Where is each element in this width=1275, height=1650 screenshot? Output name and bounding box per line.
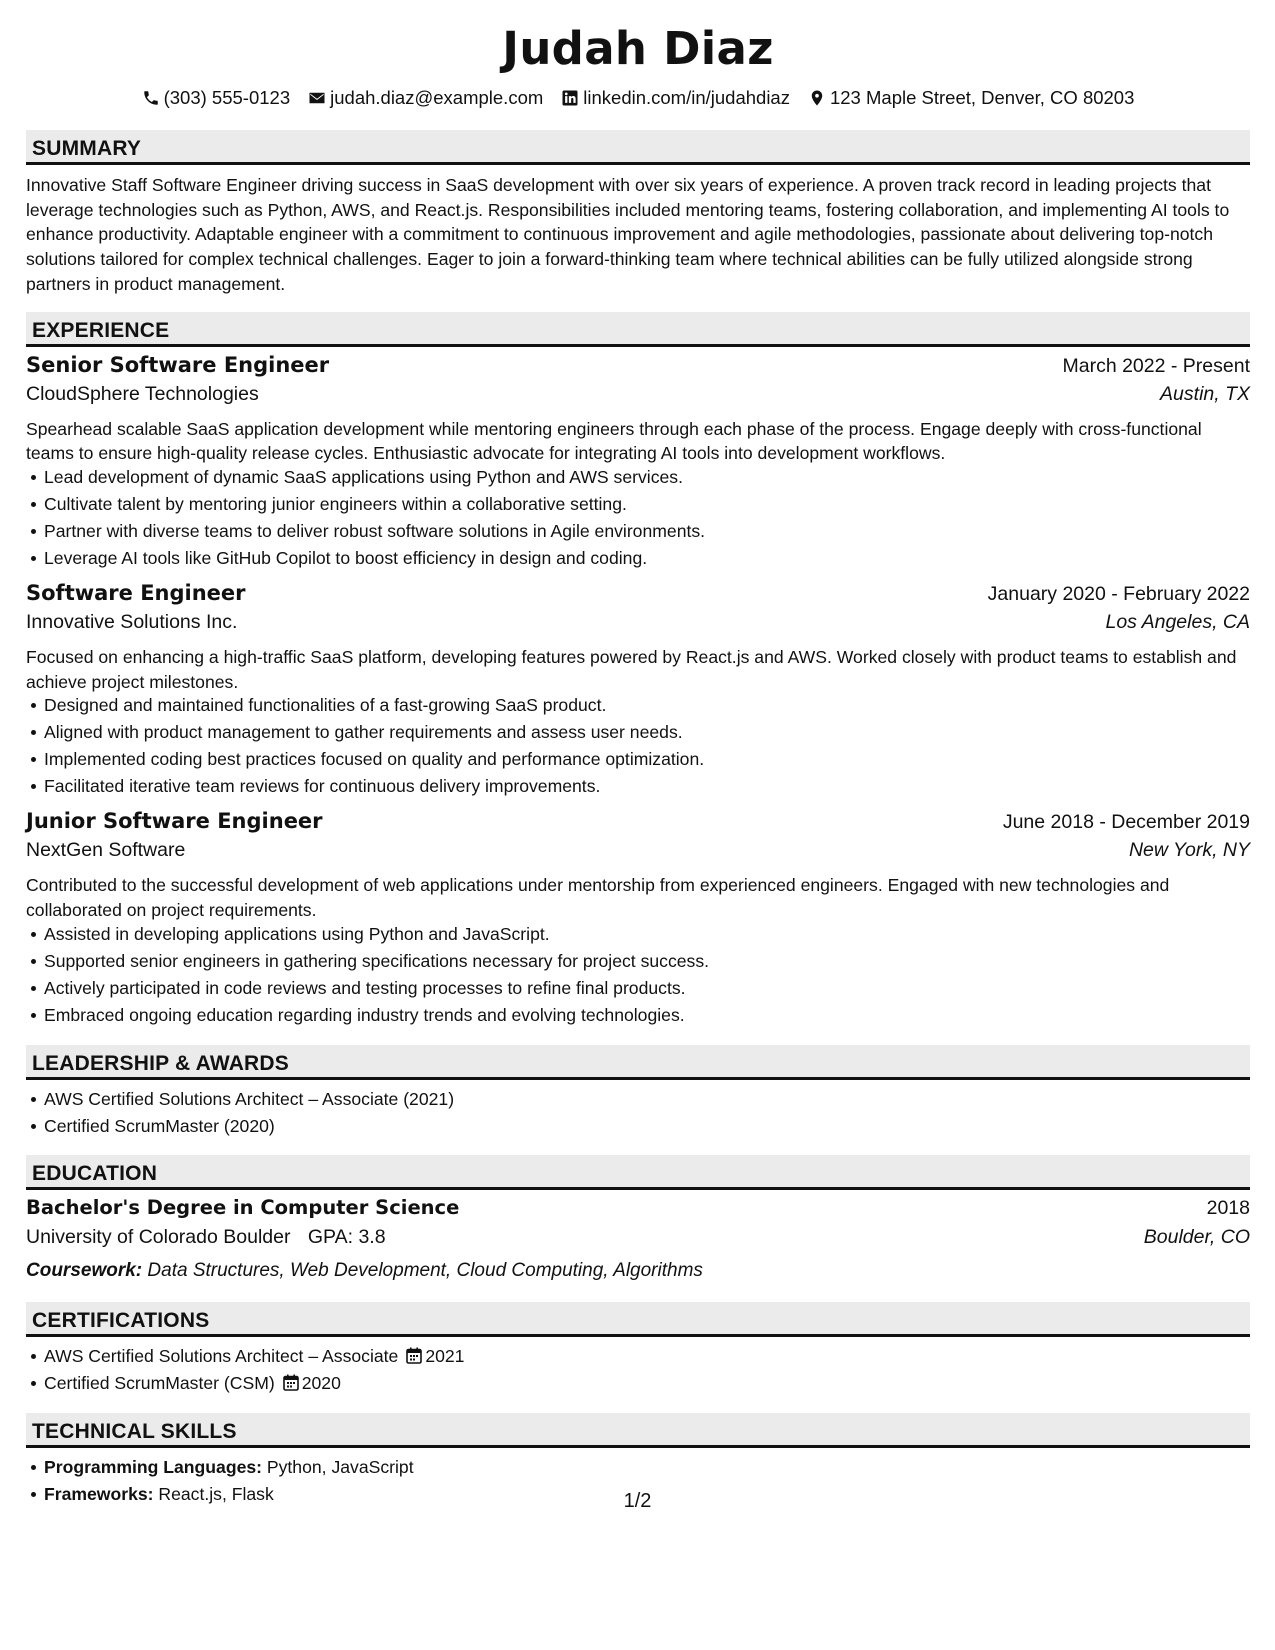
- skill-value: React.js, Flask: [158, 1483, 274, 1504]
- job-bullet: Embraced ongoing education regarding industry trends and evolving technologies.: [26, 1002, 1250, 1029]
- certification-list: [26, 1343, 1250, 1397]
- section-header-summary: SUMMARY: [26, 130, 1250, 165]
- job-dates: March 2022 - Present: [1062, 354, 1250, 377]
- linkedin-icon: [561, 89, 579, 107]
- gpa: GPA: 3.8: [307, 1225, 386, 1248]
- degree-title: Bachelor's Degree in Computer Science: [26, 1195, 460, 1219]
- leadership-item: Certified ScrumMaster (2020): [26, 1113, 1250, 1140]
- section-header-experience: EXPERIENCE: [26, 312, 1250, 347]
- certification-item: [26, 1370, 1250, 1397]
- school-name: University of Colorado Boulder: [26, 1225, 291, 1248]
- education-entry: [26, 1196, 1250, 1286]
- coursework-text: Data Structures, Web Development, Cloud Computing, Algorithms: [147, 1259, 703, 1281]
- job-bullet: Partner with diverse teams to deliver robust software solutions in Agile environments.: [26, 518, 1250, 545]
- job-bullets: [26, 692, 1250, 800]
- job-bullet: Implemented coding best practices focused on quality and performance optimization.: [26, 746, 1250, 773]
- job-description: Contributed to the successful development of web applications under mentorship from experienced engineers. Engaged with new technologies and collaborated on project requirements.: [26, 875, 1170, 921]
- job-location: New York, NY: [1128, 839, 1250, 862]
- calendar-icon: [283, 1374, 299, 1391]
- linkedin-text: linkedin.com/in/judahdiaz: [583, 87, 790, 108]
- job-entry: [26, 809, 1250, 1028]
- job-description: Focused on enhancing a high-traffic SaaS platform, developing features powered by React.js and AWS. Worked closely with product teams to establish and achieve project milestones.: [26, 646, 1237, 692]
- email-text: judah.diaz@example.com: [330, 87, 544, 108]
- job-dates: January 2020 - February 2022: [987, 582, 1250, 605]
- address-text: 123 Maple Street, Denver, CO 80203: [829, 87, 1135, 108]
- job-location: Austin, TX: [1160, 382, 1250, 405]
- job-bullet: Lead development of dynamic SaaS applications using Python and AWS services.: [26, 464, 1250, 491]
- school-line: [26, 1226, 386, 1249]
- leadership-list: [26, 1086, 1250, 1140]
- job-bullet: Actively participated in code reviews and testing processes to refine final products.: [26, 975, 1250, 1002]
- company-name: NextGen Software: [26, 839, 186, 862]
- job-entry: [26, 353, 1250, 572]
- envelope-icon: [308, 89, 326, 107]
- contact-phone: [142, 86, 291, 110]
- job-entry: [26, 581, 1250, 800]
- school-location: Boulder, CO: [1143, 1225, 1250, 1248]
- company-name: Innovative Solutions Inc.: [26, 610, 238, 633]
- section-header-leadership: LEADERSHIP & AWARDS: [26, 1045, 1250, 1080]
- job-title: Senior Software Engineer: [26, 352, 330, 377]
- map-pin-icon: [808, 89, 826, 107]
- job-bullets: [26, 464, 1250, 572]
- certification-name: AWS Certified Solutions Architect – Associate: [44, 1345, 399, 1366]
- phone-text: (303) 555-0123: [163, 87, 291, 108]
- job-bullet: Leverage AI tools like GitHub Copilot to boost efficiency in design and coding.: [26, 545, 1250, 572]
- section-header-education: EDUCATION: [26, 1155, 1250, 1190]
- certification-year: 2020: [301, 1372, 341, 1393]
- job-title: Software Engineer: [26, 580, 246, 605]
- candidate-name: Judah Diaz: [502, 22, 774, 75]
- section-header-skills: TECHNICAL SKILLS: [26, 1413, 1250, 1448]
- skill-label: Frameworks:: [44, 1483, 154, 1504]
- certification-name: Certified ScrumMaster (CSM): [44, 1372, 275, 1393]
- job-bullet: Designed and maintained functionalities of a fast-growing SaaS product.: [26, 692, 1250, 719]
- job-dates: June 2018 - December 2019: [1002, 811, 1250, 834]
- contact-address: [808, 86, 1134, 110]
- certification-year: 2021: [425, 1345, 465, 1366]
- skill-item: [26, 1454, 1250, 1481]
- job-description: Spearhead scalable SaaS application development while mentoring engineers through each phase of the process. Engage deeply with cross-functional teams to ensure high-quality release cycles. Enthusiastic advocate for integrating AI tools into development workflows.: [26, 418, 1202, 464]
- calendar-icon: [406, 1347, 422, 1364]
- page-number: 1/2: [623, 1490, 652, 1512]
- job-bullets: [26, 921, 1250, 1029]
- job-title: Junior Software Engineer: [26, 809, 323, 834]
- job-bullet: Facilitated iterative team reviews for continuous delivery improvements.: [26, 773, 1250, 800]
- job-bullet: Assisted in developing applications using Python and JavaScript.: [26, 921, 1250, 948]
- section-header-certifications: CERTIFICATIONS: [26, 1302, 1250, 1337]
- skill-label: Programming Languages:: [44, 1456, 262, 1477]
- skill-value: Python, JavaScript: [266, 1456, 414, 1477]
- company-name: CloudSphere Technologies: [26, 382, 259, 405]
- job-bullet: Aligned with product management to gather requirements and assess user needs.: [26, 719, 1250, 746]
- graduation-year: 2018: [1206, 1196, 1250, 1219]
- certification-item: [26, 1343, 1250, 1370]
- contact-bar: [26, 86, 1250, 110]
- job-location: Los Angeles, CA: [1105, 610, 1250, 633]
- phone-icon: [142, 89, 160, 107]
- contact-email[interactable]: [308, 86, 543, 110]
- coursework-line: [26, 1256, 1250, 1286]
- contact-linkedin[interactable]: [561, 86, 790, 110]
- job-bullet: Cultivate talent by mentoring junior engineers within a collaborative setting.: [26, 491, 1250, 518]
- summary-text: Innovative Staff Software Engineer driving success in SaaS development with over six years of experience. A proven track record in leading projects that leverage technologies such as Python, AWS, and React.js. Responsibilities included mentoring teams, fostering collaboration, and implementing AI tools to enhance productivity. Adaptable engineer with a commitment to continuous improvement and agile methodologies, passionate about delivering top-notch solutions tailored for complex technical challenges. Eager to join a forward-thinking team where technical abilities can be fully utilized alongside strong partners in product management.: [26, 175, 1230, 294]
- job-bullet: Supported senior engineers in gathering specifications necessary for project success.: [26, 948, 1250, 975]
- coursework-label: Coursework:: [26, 1259, 143, 1281]
- leadership-item: AWS Certified Solutions Architect – Associate (2021): [26, 1086, 1250, 1113]
